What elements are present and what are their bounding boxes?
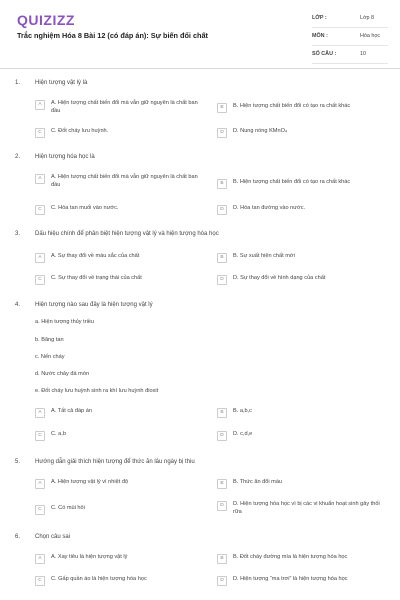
option-text: A. Xay tiêu là hiện tượng vật lý — [51, 554, 128, 560]
option-key-box: A — [35, 479, 45, 489]
question-text: Hiện tượng vật lý là — [35, 80, 88, 86]
option-key-box: C — [35, 128, 45, 138]
meta-value: Lớp 8 — [360, 15, 375, 21]
statement-line: e. Đốt cháy lưu huỳnh sinh ra khí lưu huỳnh đioxit — [35, 388, 159, 394]
option-text: D. Hòa tan đường vào nước. — [233, 205, 306, 211]
option-text: A. Tất cả đáp án — [51, 408, 92, 414]
option-key-box: B — [217, 554, 227, 564]
statement-line: b. Băng tan — [35, 337, 64, 343]
question-text: Chọn câu sai — [35, 534, 71, 540]
option-key-box: D — [217, 205, 227, 215]
header — [0, 0, 400, 69]
option-text: D. c,d,e — [233, 431, 253, 437]
option-key-box: C — [35, 205, 45, 215]
meta-row-count — [312, 49, 388, 64]
option-key-box: D — [217, 576, 227, 586]
option-key-box: B — [217, 103, 227, 113]
option-key-box: A — [35, 408, 45, 418]
option-text: C. Hòa tan muối vào nước. — [51, 205, 119, 211]
option-text: C. a,b — [51, 431, 66, 437]
question-number: 3. — [15, 231, 21, 237]
option-text: B. Thức ăn đổi màu — [233, 479, 283, 485]
option-text: C. Sự thay đổi về trạng thái của chất — [51, 275, 142, 281]
option-key-box: B — [217, 179, 227, 189]
option-key-box: D — [217, 501, 227, 511]
meta-label: MÔN : — [312, 33, 328, 39]
option-text: A. Sự thay đổi về màu sắc của chất — [51, 253, 140, 259]
option-text: C. Đốt cháy lưu huỳnh. — [51, 128, 109, 134]
option-text: D. Hiện tượng hóa học vì bị các vi khuẩn hoạt sinh gây thối rữa — [233, 501, 380, 515]
option-key-box: A — [35, 554, 45, 564]
option-key-box: B — [217, 408, 227, 418]
option-text: A. Hiện tượng vật lý vì nhiệt độ — [51, 479, 129, 485]
question-text: Hiện tượng nào sau đây là hiện tượng vật lý — [35, 302, 153, 308]
question-number: 4. — [15, 302, 21, 308]
question-text: Hiện tượng hóa học là — [35, 154, 95, 160]
option-text: B. Đốt cháy đường mía là hiện tượng hóa học — [233, 554, 348, 560]
option-text: A. Hiện tượng chất biến đổi mà vẫn giữ nguyên là chất ban đầu — [51, 100, 198, 114]
meta-row-grade — [312, 13, 388, 28]
option-text: B. Sự xuất hiện chất mới — [233, 253, 295, 259]
statement-line: c. Nến cháy — [35, 354, 65, 360]
statement-line: a. Hiện tượng thủy triều — [35, 319, 95, 325]
option-key-box: D — [217, 128, 227, 138]
option-key-box: C — [35, 431, 45, 441]
option-key-box: D — [217, 275, 227, 285]
option-key-box: D — [217, 431, 227, 441]
meta-label: LỚP : — [312, 15, 327, 21]
option-key-box: B — [217, 253, 227, 263]
question-text: Hướng dẫn giải thích hiện tượng để thức ăn lâu ngày bị thiu — [35, 459, 195, 465]
option-key-box: C — [35, 576, 45, 586]
meta-row-subject — [312, 31, 388, 46]
option-text: C. Gấp quần áo là hiện tượng hóa học — [51, 576, 147, 582]
meta-value: 10 — [360, 51, 366, 57]
meta-value: Hóa học — [360, 33, 381, 39]
option-key-box: B — [217, 479, 227, 489]
page-title: Trắc nghiệm Hóa 8 Bài 12 (có đáp án): Sự biến đổi chất — [17, 31, 208, 40]
option-key-box: C — [35, 505, 45, 515]
option-text: D. Hiện tượng “ma trơi” là hiện tượng hóa học — [233, 576, 348, 582]
option-text: B. a,b,c — [233, 408, 252, 414]
option-text: D. Nung nóng KMnO₄ — [233, 128, 288, 134]
question-number: 6. — [15, 534, 21, 540]
option-text: D. Sự thay đổi về hình dạng của chất — [233, 275, 326, 281]
option-text: C. Có mùi hôi — [51, 505, 85, 511]
option-text: B. Hiện tượng chất biến đổi có tạo ra chất khác — [233, 103, 351, 109]
option-key-box: A — [35, 174, 45, 184]
question-number: 5. — [15, 459, 21, 465]
option-key-box: C — [35, 275, 45, 285]
option-text: A. Hiện tượng chất biến đổi mà vẫn giữ nguyên là chất ban đầu — [51, 174, 198, 188]
option-key-box: A — [35, 253, 45, 263]
question-number: 2. — [15, 154, 21, 160]
meta-label: SỐ CÂU : — [312, 51, 337, 57]
statement-line: d. Nước chảy đá mòn — [35, 371, 90, 377]
quizizz-logo: QUIZIZZ — [17, 12, 75, 28]
question-text: Dấu hiệu chính để phân biệt hiện tượng vật lý và hiện tượng hóa học — [35, 231, 219, 237]
meta-panel — [312, 13, 388, 67]
option-text: B. Hiện tượng chất biến đổi có tạo ra chất khác — [233, 179, 351, 185]
option-key-box: A — [35, 100, 45, 110]
question-number: 1. — [15, 80, 21, 86]
